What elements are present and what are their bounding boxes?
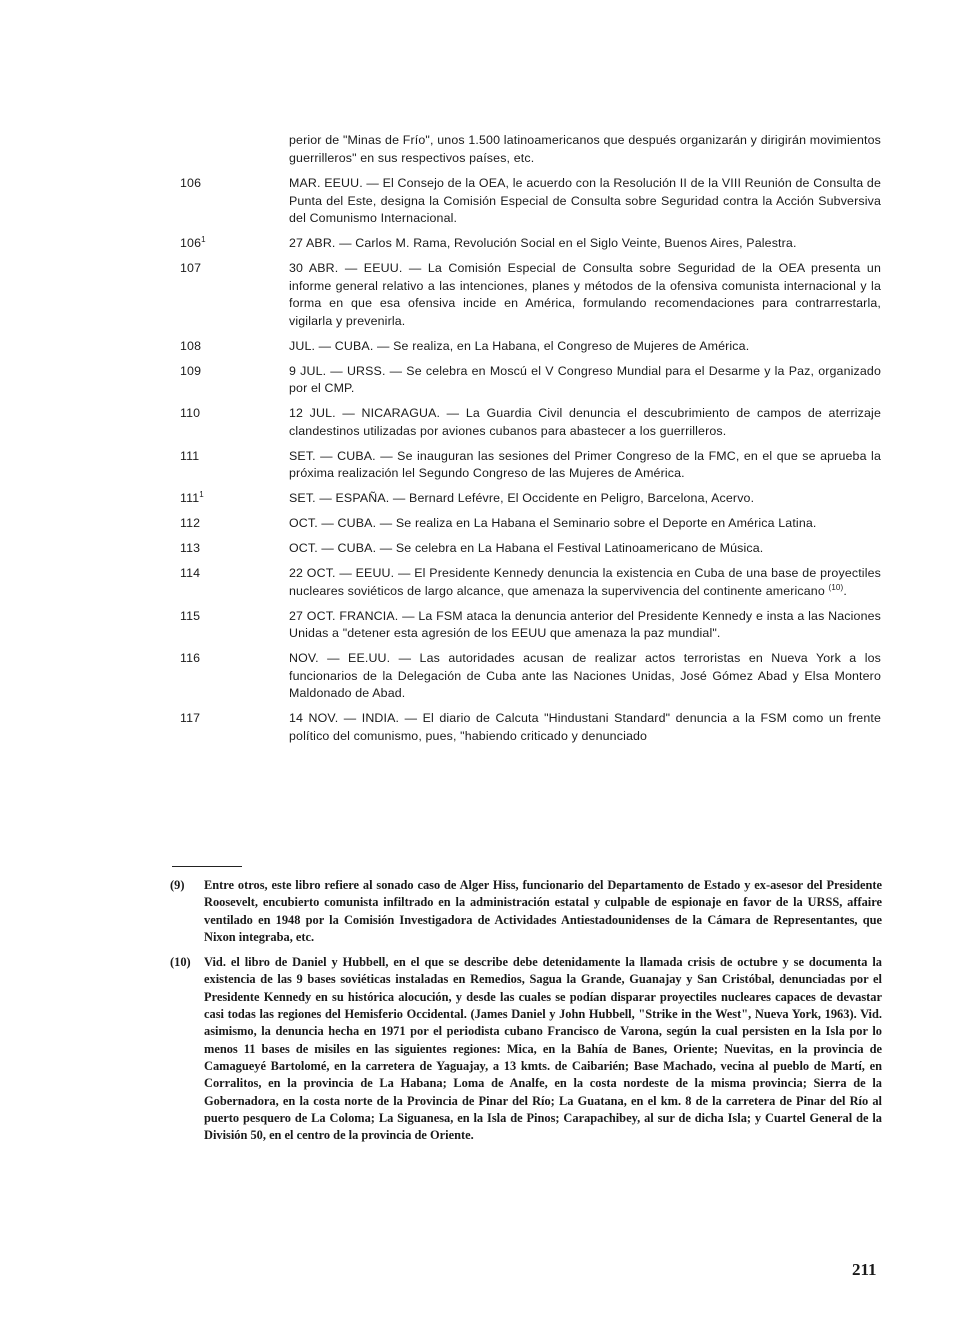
entry-number: 109	[180, 363, 202, 378]
entry-text: OCT. — CUBA. — Se celebra en La Habana el Festival Latinoamericano de Música.	[289, 541, 764, 555]
entry-number: 115	[180, 608, 201, 623]
chronology-entry	[0, 405, 980, 440]
chronology-entry	[0, 490, 980, 508]
entry-text: 30 ABR. — EEUU. — La Comisión Especial de Consulta sobre Seguridad de la OEA presenta un informe general relativo a las intenciones, planes y métodos de la ofensiva comunista internacional y la forma en que esa ofensiva incide en América, formulando recomendaciones para contrarrestarla, vigilarla y prevenirla.	[289, 261, 881, 328]
footnote-reference: (10)	[828, 582, 844, 592]
entry-text: 14 NOV. — INDIA. — El diario de Calcuta "Hindustani Standard" denuncia a la FSM como un frente político del comunismo, pues, "habiendo criticado y denunciado	[289, 711, 881, 743]
page-number: 211	[852, 1260, 877, 1279]
footnotes	[170, 877, 882, 1152]
footnote-text: Entre otros, este libro refiere al sonado caso de Alger Hiss, funcionario del Departamento de Estado y ex-asesor del Presidente Roosevelt, encubierto comunista infiltrado en la administración estatal y culpable de espionaje en favor de la URSS, affaire ventilado en 1948 por la Comisión Investigadora de Actividades Antiestadounidenses de la Cámara de Representantes, que Nixon integraba, etc.	[204, 878, 882, 944]
chronology-entry	[0, 363, 980, 398]
entry-number: $106^1$	[180, 234, 206, 250]
entry-text: 22 OCT. — EEUU. — El Presidente Kennedy denuncia la existencia en Cuba de una base de proyectiles nucleares soviéticos de largo alcance, que amenaza la supervivencia del continente americano $^{(10)}$.	[289, 566, 881, 598]
entry-number: $111^1$	[180, 489, 204, 505]
entry-number: 106	[180, 176, 202, 190]
entry-text: SET. — CUBA. — Se inauguran las sesiones del Primer Congreso de la FMC, en el que se aprueba la próxima realización lel Segundo Congreso de las Mujeres de América.	[289, 448, 881, 480]
chronology-entry	[0, 260, 980, 330]
entry-text: perior de "Minas de Frío", unos 1.500 latinoamericanos que después organizarán y dirigirán movimientos guerrilleros" en sus respectivos países, etc.	[289, 133, 881, 165]
entry-number: 110	[180, 406, 201, 420]
entry-number: 108	[180, 338, 202, 353]
chronology-entry	[0, 175, 980, 228]
chronology-list	[0, 132, 980, 753]
entry-number: 114	[180, 566, 201, 580]
entry-text: 27 ABR. — Carlos M. Rama, Revolución Social en el Siglo Veinte, Buenos Aires, Palestra.	[289, 236, 797, 250]
chronology-entry	[0, 650, 980, 703]
chronology-entry	[0, 710, 980, 745]
chronology-entry	[0, 515, 980, 533]
entry-number: 111	[180, 448, 200, 463]
chronology-entry	[0, 608, 980, 643]
entry-text: SET. — ESPAÑA. — Bernard Lefévre, El Occidente en Peligro, Barcelona, Acervo.	[289, 491, 755, 505]
entry-number: 117	[180, 711, 201, 725]
entry-text: 27 OCT. FRANCIA. — La FSM ataca la denuncia anterior del Presidente Kennedy e insta a las Naciones Unidas a "detener esta agresión de los EEUU que amenaza la paz mundial".	[289, 608, 881, 640]
chronology-entry	[0, 235, 980, 253]
footnote-mark: (9)	[170, 878, 185, 892]
chronology-entry	[0, 132, 980, 167]
footnote	[170, 877, 882, 946]
entry-number-superscript: 1	[201, 234, 206, 244]
entry-number-superscript: 1	[199, 489, 204, 499]
entry-number: 112	[180, 516, 201, 530]
chronology-entry	[0, 448, 980, 483]
chronology-entry	[0, 540, 980, 558]
entry-text: 9 JUL. — URSS. — Se celebra en Moscú el V Congreso Mundial para el Desarme y la Paz, organizado por el CMP.	[289, 363, 881, 395]
footnote	[170, 954, 882, 1144]
entry-text: JUL. — CUBA. — Se realiza, en La Habana, el Congreso de Mujeres de América.	[289, 338, 750, 353]
chronology-entry	[0, 338, 980, 356]
entry-number: 113	[180, 541, 201, 555]
entry-text: NOV. — EE.UU. — Las autoridades acusan de realizar actos terroristas en Nueva York a los funcionarios de la Delegación de Cuba ante las Naciones Unidas, José Gómez Abad y Elsa Montero Maldonado de Abad.	[289, 651, 881, 700]
footnote-divider	[172, 866, 242, 867]
footnote-text: Vid. el libro de Daniel y Hubbell, en el que se describe debe detenidamente la llamada crisis de octubre y se documenta la existencia de las 9 bases soviéticas instaladas en Remedios, Sagua la Grande, Guanajay y San Cristóbal, denunciadas por el Presidente Kennedy en su histórica alocución, y desde las cuales se podían disparar proyectiles nucleares capaces de devastar casi todas las regiones del Hemisferio Occidental. (James Daniel y John Hubbell, "Strike in the West", Nueva York, 1963). Vid. asimismo, la denuncia hecha en 1971 por el periodista cubano Francisco de Varona, según la cual persisten en la Isla por lo menos 11 bases de misiles en las siguientes regiones: Mica, en la Bahía de Banes, Oriente; Nuevitas, en la provincia de Camagueyé Bartolomé, en la carretera de Yaguajay, a 13 kmts. de Caibarién; Base Machado, vecina al pueblo de Martí, en Corralitos, en la provincia de La Habana; Loma de Analfe, en la costa nordeste de la misma provincia; Sierra de la Gobernadora, en la costa norte de la Provincia de Pinar del Río; La Guatana, en el km. 8 de la carretera de Pinar del Río al puerto pesquero de La Coloma; La Siguanesa, en la Isla de Pinos; Carapachibey, al sur de dicha Isla; y Cuartel General de la División 50, en el centro de la provincia de Oriente.	[204, 955, 882, 1143]
entry-text: OCT. — CUBA. — Se realiza en La Habana el Seminario sobre el Deporte en América Latina.	[289, 516, 817, 530]
entry-number: 116	[180, 651, 201, 665]
entry-text: MAR. EEUU. — El Consejo de la OEA, le acuerdo con la Resolución II de la VIII Reunión de Consulta de Punta del Este, designa la Comisión Especial de Consulta sobre Seguridad contra la Acción Subversiva del Comunismo Internacional.	[289, 176, 881, 225]
entry-text: 12 JUL. — NICARAGUA. — La Guardia Civil denuncia el descubrimiento de campos de aterrizaje clandestinos utilizadas por aviones cubanos para abastecer a los guerrilleros.	[289, 406, 881, 438]
footnote-mark: (10)	[170, 955, 191, 970]
chronology-entry	[0, 565, 980, 600]
entry-number: 107	[180, 261, 202, 275]
